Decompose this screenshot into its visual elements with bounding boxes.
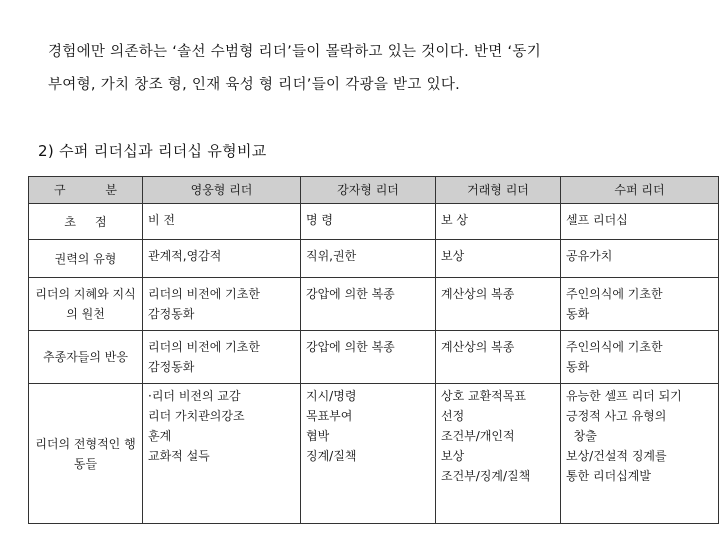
- cell-line: 보상/건설적 징계를: [566, 449, 667, 463]
- table-row: [29, 240, 719, 278]
- cell-line: 선정: [441, 409, 465, 423]
- table-cell: [301, 278, 436, 331]
- cell-line: 리더의 비전에 기초한: [148, 340, 260, 354]
- cell-line: 창출: [566, 429, 597, 443]
- table-row: [29, 204, 719, 240]
- table-cell: [143, 331, 301, 384]
- header-super-leader: 수퍼 리더: [561, 177, 719, 204]
- table-row: [29, 384, 719, 524]
- cell-line: 리더 가치관의강조: [148, 409, 245, 423]
- table-row: [29, 331, 719, 384]
- table-cell: [436, 240, 561, 278]
- cell-line: 주인의식에 기초한: [566, 287, 663, 301]
- cell-line: 동화: [566, 307, 590, 321]
- table-cell: [143, 240, 301, 278]
- intro-line-1: 경험에만 의존하는 ‘솔선 수범형 리더’들이 몰락하고 있는 것이다. 반면 ‘동기: [48, 44, 542, 60]
- table-cell: [143, 204, 301, 240]
- table-cell: [301, 204, 436, 240]
- table-cell: [561, 204, 719, 240]
- intro-line-2: 부여형, 가치 창조 형, 인재 육성 형 리더’들이 각광을 받고 있다.: [48, 77, 461, 93]
- leadership-comparison-table: [28, 176, 719, 524]
- table-cell: [436, 278, 561, 331]
- cell-line: 리더의 비전에 기초한: [148, 287, 260, 301]
- cell-line: 동화: [566, 360, 590, 374]
- table-cell: [143, 278, 301, 331]
- cell-line: 감정동화: [148, 360, 195, 374]
- table-cell: [561, 384, 719, 524]
- cell-line: 조건부/징계/질책: [441, 469, 531, 483]
- row-label: 리더의 전형적인 행동들: [29, 384, 143, 524]
- section-title: 2) 수퍼 리더십과 리더십 유형비교: [38, 142, 267, 160]
- row-label: 리더의 지혜와 지식의 원천: [29, 278, 143, 331]
- table-cell: [436, 384, 561, 524]
- cell-line: 강압에 의한 복종: [306, 287, 395, 301]
- header-strong-leader: 강자형 리더: [301, 177, 436, 204]
- intro-paragraph: [48, 36, 708, 102]
- table-cell: [143, 384, 301, 524]
- row-label: 추종자들의 반응: [29, 331, 143, 384]
- cell-line: 명 령: [306, 213, 333, 227]
- table-cell: [301, 384, 436, 524]
- cell-line: 공유가치: [566, 249, 613, 263]
- table-header-row: [29, 177, 719, 204]
- cell-line: 긍정적 사고 유형의: [566, 409, 667, 423]
- cell-line: 감정동화: [148, 307, 195, 321]
- cell-line: 비 전: [148, 213, 175, 227]
- cell-line: 상호 교환적목표: [441, 389, 526, 403]
- cell-line: 계산상의 복종: [441, 287, 515, 301]
- cell-line: 훈계: [148, 429, 172, 443]
- table-cell: [561, 240, 719, 278]
- header-heroic-leader: 영웅형 리더: [143, 177, 301, 204]
- cell-line: 지시/명령: [306, 389, 357, 403]
- cell-line: 목표부여: [306, 409, 353, 423]
- row-label: 권력의 유형: [29, 240, 143, 278]
- table-cell: [436, 204, 561, 240]
- cell-line: 보 상: [441, 213, 468, 227]
- table-row: [29, 278, 719, 331]
- cell-line: 통한 리더십계발: [566, 469, 651, 483]
- row-label: 초 점: [29, 204, 143, 240]
- cell-line: 셀프 리더십: [566, 213, 628, 227]
- cell-line: 보상: [441, 449, 465, 463]
- table-cell: [561, 278, 719, 331]
- cell-line: 협박: [306, 429, 330, 443]
- header-transactional-leader: 거래형 리더: [436, 177, 561, 204]
- cell-line: ·리더 비전의 교감: [148, 389, 241, 403]
- table-cell: [301, 240, 436, 278]
- header-category: 구 분: [29, 177, 143, 204]
- table-cell: [301, 331, 436, 384]
- cell-line: 직위,권한: [306, 249, 357, 263]
- cell-line: 유능한 셀프 리더 되기: [566, 389, 682, 403]
- cell-line: 보상: [441, 249, 465, 263]
- cell-line: 강압에 의한 복종: [306, 340, 395, 354]
- cell-line: 교화적 설득: [148, 449, 210, 463]
- cell-line: 조건부/개인적: [441, 429, 515, 443]
- cell-line: 계산상의 복종: [441, 340, 515, 354]
- cell-line: 관계적,영감적: [148, 249, 222, 263]
- table-cell: [561, 331, 719, 384]
- cell-line: 주인의식에 기초한: [566, 340, 663, 354]
- table-cell: [436, 331, 561, 384]
- cell-line: 징계/질책: [306, 449, 357, 463]
